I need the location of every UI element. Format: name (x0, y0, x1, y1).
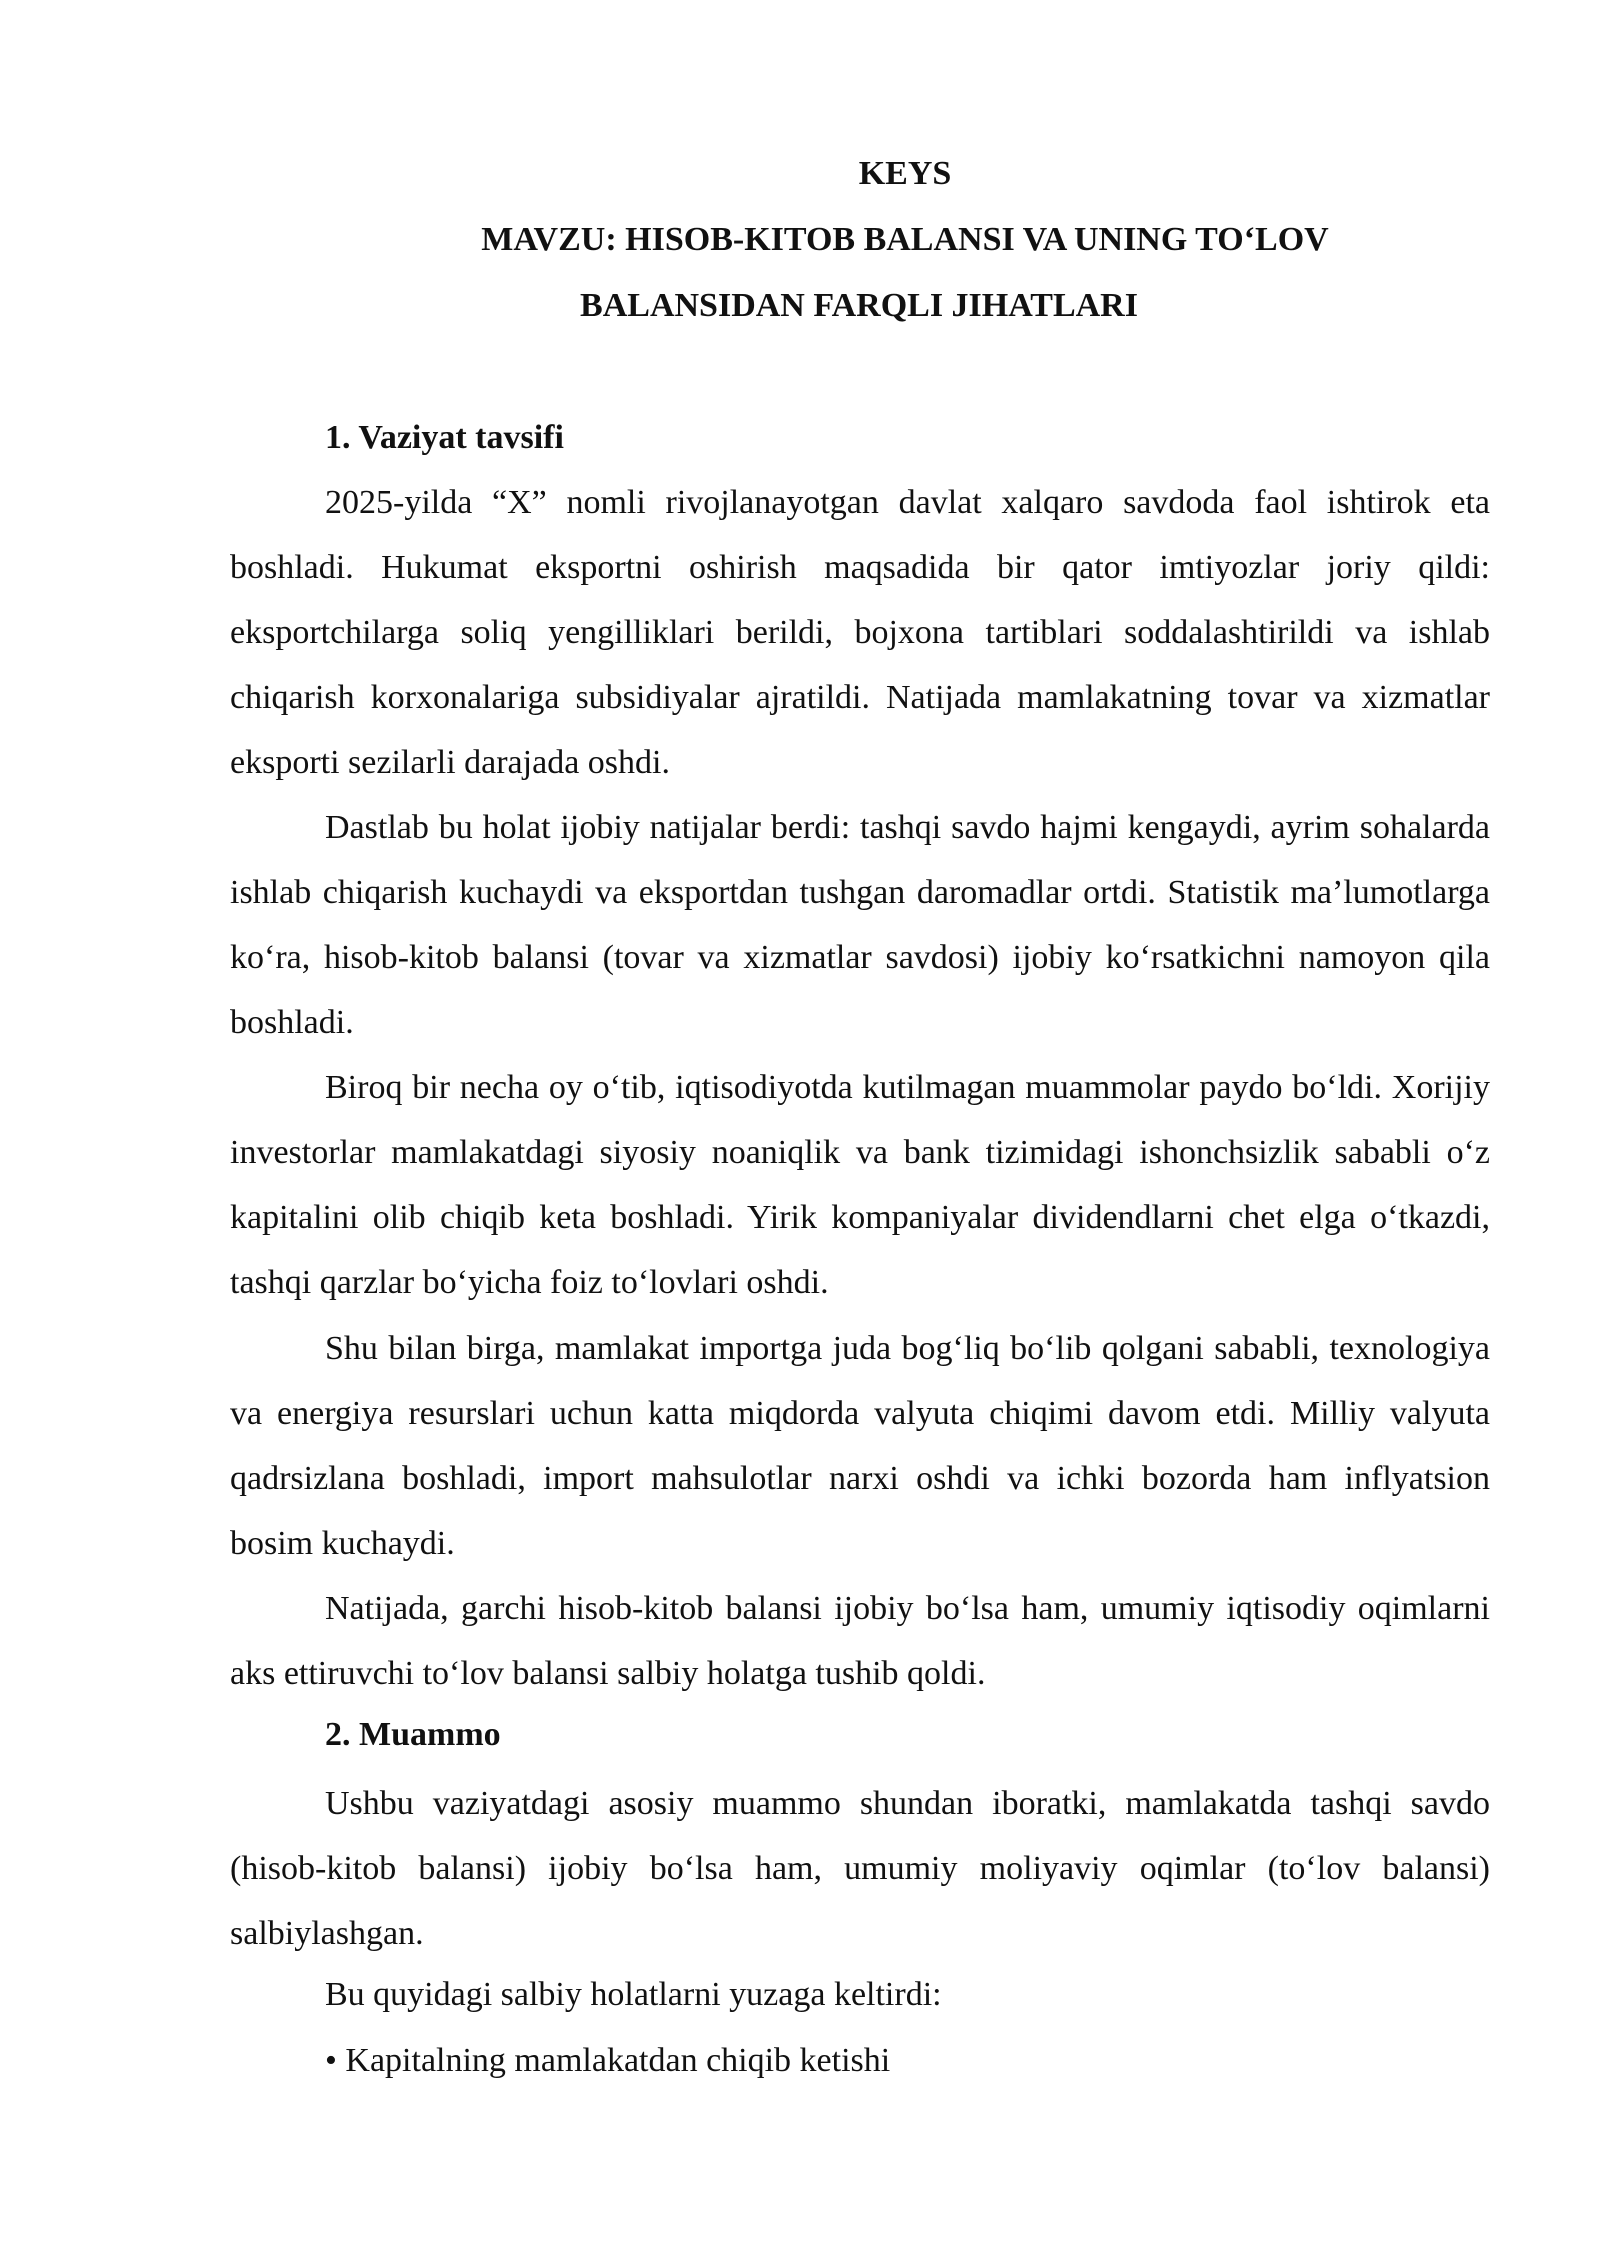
topic-title-line-2: BALANSIDAN FARQLI JIHATLARI (580, 287, 1138, 324)
paragraph-situation-2: Dastlab bu holat ijobiy natijalar berdi: tashqi savdo hajmi kengaydi, ayrim sohalarda ishlab chiqarish kuchaydi va eksportdan tushgan daromadlar ortdi. Statistik ma’lumotlarga ko‘ra, hisob-kitob balansi (tovar va xizmatlar savdosi) ijobiy ko‘rsatkichni namoyon qila boshladi. (230, 809, 1490, 1041)
bullet-item: • Kapitalning mamlakatdan chiqib ketishi (325, 2042, 891, 2079)
paragraph-situation-4: Shu bilan birga, mamlakat importga juda bog‘liq bo‘lib qolgani sababli, texnologiya va energiya resurslari uchun katta miqdorda valyuta chiqimi davom etdi. Milliy valyuta qadrsizlana boshladi, import mahsulotlar narxi oshdi va ichki bozorda ham inflyatsion bosim kuchaydi. (230, 1330, 1490, 1562)
section-heading-problem: 2. Muammo (325, 1716, 501, 1753)
document-label: KEYS (858, 155, 952, 192)
paragraph-situation-3: Biroq bir necha oy o‘tib, iqtisodiyotda kutilmagan muammolar paydo bo‘ldi. Xorijiy investorlar mamlakatdagi siyosiy noaniqlik va bank tizimidagi ishonchsizlik sababli o‘z kapitalini olib chiqib keta boshladi. Yirik kompaniyalar dividendlarni chet elga o‘tkazdi, tashqi qarzlar bo‘yicha foiz to‘lovlari oshdi. (230, 1069, 1490, 1301)
paragraph-situation-5: Natijada, garchi hisob-kitob balansi ijobiy bo‘lsa ham, umumiy iqtisodiy oqimlarni aks ettiruvchi to‘lov balansi salbiy holatga tushib qoldi. (230, 1590, 1490, 1692)
topic-title-line-1: MAVZU: HISOB-KITOB BALANSI VA UNING TO‘LOV (481, 221, 1329, 258)
section-heading-situation: 1. Vaziyat tavsifi (325, 419, 564, 456)
paragraph-situation-1: 2025-yilda “X” nomli rivojlanayotgan davlat xalqaro savdoda faol ishtirok eta boshladi. Hukumat eksportni oshirish maqsadida bir qator imtiyozlar joriy qildi: eksportchilarga soliq yengilliklari berildi, bojxona tartiblari soddalashtirildi va ishlab chiqarish korxonalariga subsidiyalar ajratildi. Natijada mamlakatning tovar va xizmatlar eksporti sezilarli darajada oshdi. (230, 484, 1490, 781)
problem-intro: Bu quyidagi salbiy holatlarni yuzaga keltirdi: (325, 1976, 942, 2013)
paragraph-problem: Ushbu vaziyatdagi asosiy muammo shundan iboratki, mamlakatda tashqi savdo (hisob-kitob balansi) ijobiy bo‘lsa ham, umumiy moliyaviy oqimlar (to‘lov balansi) salbiylashgan. (230, 1785, 1490, 1952)
